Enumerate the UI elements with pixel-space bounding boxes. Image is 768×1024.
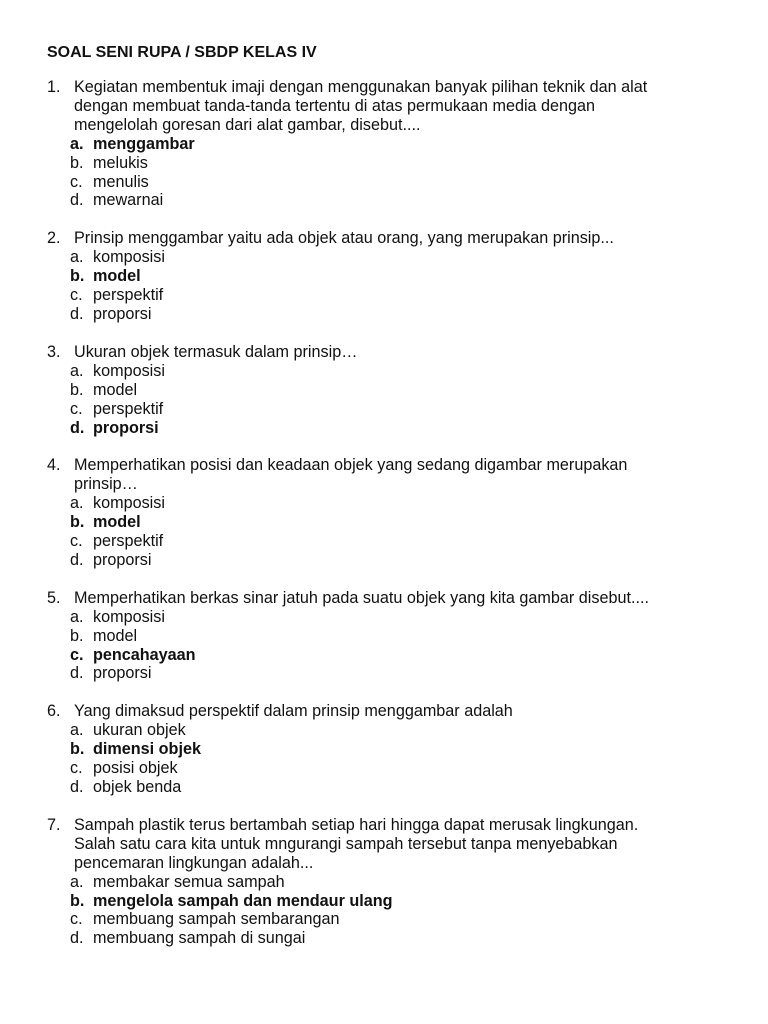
option-text: melukis [93, 153, 148, 172]
question-text-line: mengelolah goresan dari alat gambar, disebut.... [74, 115, 421, 134]
option-text: model [93, 267, 141, 286]
question-text [74, 816, 747, 873]
option-letter: b. [70, 513, 85, 532]
option-letter: c. [70, 532, 83, 551]
question-item [47, 589, 747, 684]
option-text: komposisi [93, 494, 165, 513]
answer-option [70, 267, 747, 286]
option-letter: a. [70, 494, 84, 513]
answer-options [70, 248, 747, 324]
answer-option [70, 305, 747, 324]
option-text: model [93, 380, 138, 399]
option-letter: c. [70, 910, 83, 929]
option-text: proporsi [93, 550, 152, 569]
question-text [74, 456, 747, 494]
answer-option [70, 873, 747, 892]
option-text: pencahayaan [93, 645, 196, 664]
answer-option [70, 627, 747, 646]
option-text: model [93, 626, 138, 645]
question-text-line: Salah satu cara kita untuk mngurangi sampah tersebut tanpa menyebabkan [74, 834, 618, 853]
question-text-line: Memperhatikan berkas sinar jatuh pada suatu objek yang kita gambar disebut.... [74, 588, 649, 607]
question-stem [47, 816, 747, 873]
question-text-line: Prinsip menggambar yaitu ada objek atau orang, yang merupakan prinsip... [74, 229, 614, 248]
option-letter: a. [70, 134, 84, 153]
answer-option [70, 286, 747, 305]
question-stem [47, 343, 747, 362]
question-number: 1. [47, 78, 61, 96]
option-letter: b. [70, 740, 85, 759]
question-text [74, 589, 747, 608]
answer-option [70, 135, 747, 154]
answer-option [70, 400, 747, 419]
answer-option [70, 419, 747, 438]
option-letter: c. [70, 759, 83, 778]
answer-option [70, 721, 747, 740]
option-text: mewarnai [93, 191, 164, 210]
question-stem [47, 78, 747, 135]
question-text-line: Sampah plastik terus bertambah setiap hari hingga dapat merusak lingkungan. [74, 815, 639, 834]
option-text: perspektif [93, 286, 164, 305]
question-stem [47, 702, 747, 721]
option-text: proporsi [93, 304, 152, 323]
option-letter: c. [70, 172, 83, 191]
option-text: menulis [93, 172, 149, 191]
option-letter: a. [70, 607, 84, 626]
question-item [47, 343, 747, 438]
option-letter: a. [70, 361, 84, 380]
answer-option [70, 532, 747, 551]
question-item [47, 702, 747, 797]
option-text: ukuran objek [93, 721, 186, 740]
question-stem [47, 456, 747, 494]
question-text-line: Kegiatan membentuk imaji dengan menggunakan banyak pilihan teknik dan alat [74, 78, 648, 96]
answer-option [70, 608, 747, 627]
question-item [47, 229, 747, 324]
option-letter: d. [70, 550, 84, 569]
option-text: model [93, 513, 141, 532]
option-letter: b. [70, 626, 84, 645]
question-stem [47, 229, 747, 248]
question-text [74, 229, 747, 248]
question-item [47, 456, 747, 569]
question-text-line: Memperhatikan posisi dan keadaan objek yang sedang digambar merupakan [74, 456, 628, 475]
question-number: 2. [47, 229, 61, 248]
answer-option [70, 191, 747, 210]
question-item [47, 816, 747, 948]
answer-option [70, 173, 747, 192]
answer-option [70, 664, 747, 683]
option-text: dimensi objek [93, 740, 201, 759]
answer-option [70, 910, 747, 929]
option-letter: d. [70, 778, 84, 796]
answer-option [70, 494, 747, 513]
question-text-line: Yang dimaksud perspektif dalam prinsip menggambar adalah [74, 702, 513, 721]
option-letter: b. [70, 891, 85, 910]
question-text [74, 78, 747, 135]
answer-options [70, 135, 747, 211]
option-text: proporsi [93, 418, 159, 437]
question-text-line: Ukuran objek termasuk dalam prinsip… [74, 342, 358, 361]
answer-option [70, 381, 747, 400]
option-text: membuang sampah di sungai [93, 929, 306, 948]
option-letter: d. [70, 304, 84, 323]
question-number: 4. [47, 456, 61, 475]
question-text [74, 343, 747, 362]
document-title: SOAL SENI RUPA / SBDP KELAS IV [47, 44, 317, 61]
option-text: membuang sampah sembarangan [93, 910, 340, 929]
answer-option [70, 778, 747, 797]
question-number: 7. [47, 815, 61, 834]
option-letter: c. [70, 399, 83, 418]
option-letter: d. [70, 191, 84, 210]
answer-option [70, 892, 747, 911]
option-text: objek benda [93, 778, 182, 796]
option-letter: a. [70, 248, 84, 267]
option-letter: d. [70, 664, 84, 683]
answer-option [70, 154, 747, 173]
answer-option [70, 362, 747, 381]
answer-option [70, 513, 747, 532]
question-text [74, 702, 747, 721]
answer-options [70, 873, 747, 949]
option-text: proporsi [93, 664, 152, 683]
answer-option [70, 759, 747, 778]
question-text-line: prinsip… [74, 475, 138, 494]
option-letter: a. [70, 872, 84, 891]
answer-option [70, 929, 747, 948]
answer-option [70, 740, 747, 759]
answer-option [70, 248, 747, 267]
option-text: membakar semua sampah [93, 872, 285, 891]
option-text: menggambar [93, 134, 195, 153]
option-letter: d. [70, 418, 85, 437]
question-number: 3. [47, 342, 61, 361]
option-letter: c. [70, 286, 83, 305]
question-text-line: pencemaran lingkungan adalah... [74, 853, 314, 872]
option-text: komposisi [93, 248, 165, 267]
answer-option [70, 646, 747, 665]
question-text-line: dengan membuat tanda-tanda tertentu di atas permukaan media dengan [74, 96, 596, 115]
option-text: perspektif [93, 399, 164, 418]
answer-options [70, 608, 747, 684]
question-number: 6. [47, 702, 61, 721]
option-text: posisi objek [93, 759, 178, 778]
option-letter: a. [70, 721, 84, 740]
answer-options [70, 494, 747, 570]
answer-option [70, 551, 747, 570]
option-letter: b. [70, 380, 84, 399]
question-stem [47, 589, 747, 608]
answer-options [70, 721, 747, 797]
option-letter: b. [70, 153, 84, 172]
question-number: 5. [47, 588, 61, 607]
option-letter: d. [70, 929, 84, 948]
option-text: komposisi [93, 361, 165, 380]
answer-options [70, 362, 747, 438]
option-letter: c. [70, 645, 84, 664]
option-text: komposisi [93, 607, 165, 626]
question-list [47, 78, 747, 967]
option-text: perspektif [93, 532, 164, 551]
question-item [47, 78, 747, 210]
option-text: mengelola sampah dan mendaur ulang [93, 891, 393, 910]
option-letter: b. [70, 267, 85, 286]
